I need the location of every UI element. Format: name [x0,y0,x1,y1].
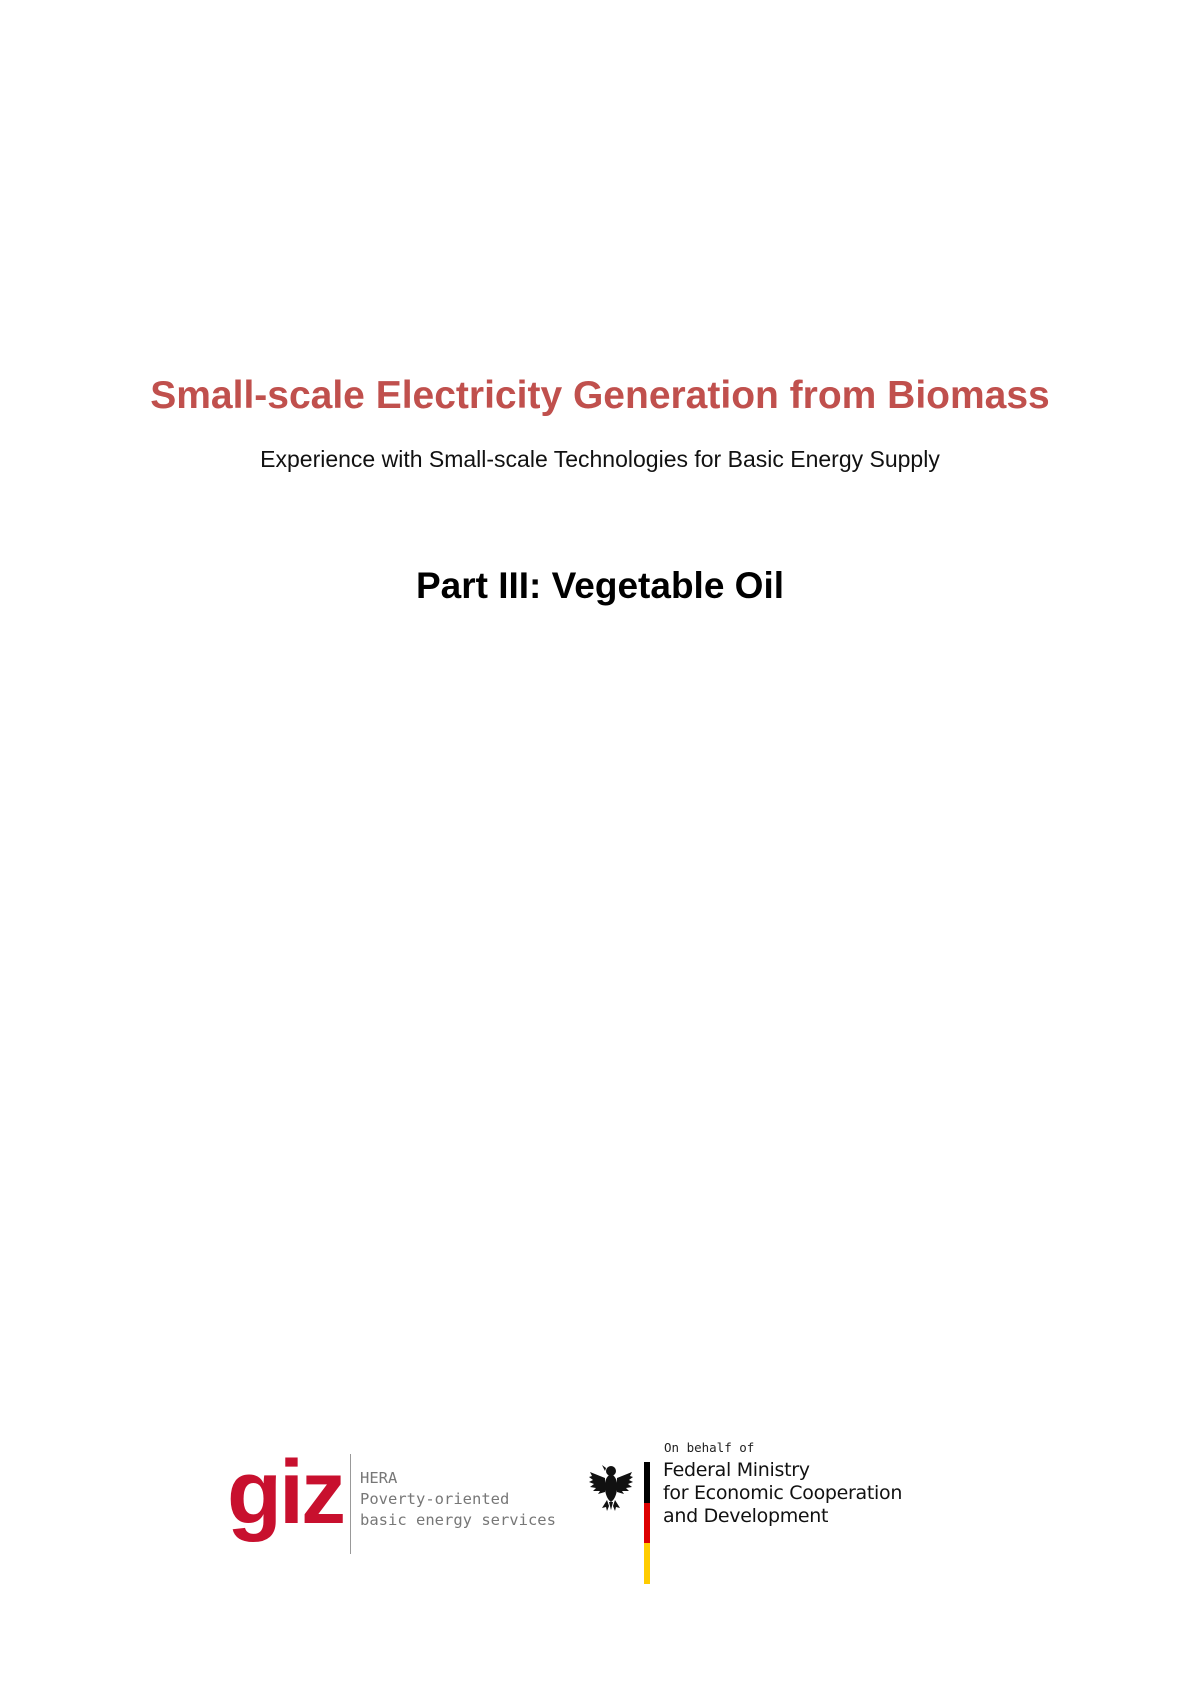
flag-stripe-gold [644,1543,650,1584]
part-title: Part III: Vegetable Oil [415,565,785,606]
bmz-name-line1: Federal Ministry [663,1459,810,1481]
bmz-ministry-name [663,1459,902,1528]
document-title: Small-scale Electricity Generation from Biomass [150,374,1050,417]
flag-stripe-black [644,1462,650,1503]
giz-tagline [360,1468,556,1531]
german-flag-bar [644,1462,650,1584]
giz-tagline-line2: Poverty-oriented [360,1490,510,1508]
bmz-name-line2: for Economic Cooperation [663,1482,903,1504]
giz-tagline-line3: basic energy services [360,1511,556,1529]
giz-logo [227,1443,556,1560]
bmz-name-line3: and Development [663,1505,829,1527]
giz-tagline-line1: HERA [360,1469,398,1487]
federal-eagle-icon [588,1462,634,1512]
flag-stripe-red [644,1503,650,1544]
bmz-behalf-label: On behalf of [664,1440,755,1455]
bmz-logo [588,1440,908,1585]
giz-wordmark: giz [227,1443,343,1543]
document-subtitle: Experience with Small-scale Technologies for Basic Energy Supply [260,446,940,472]
giz-divider [350,1454,351,1554]
